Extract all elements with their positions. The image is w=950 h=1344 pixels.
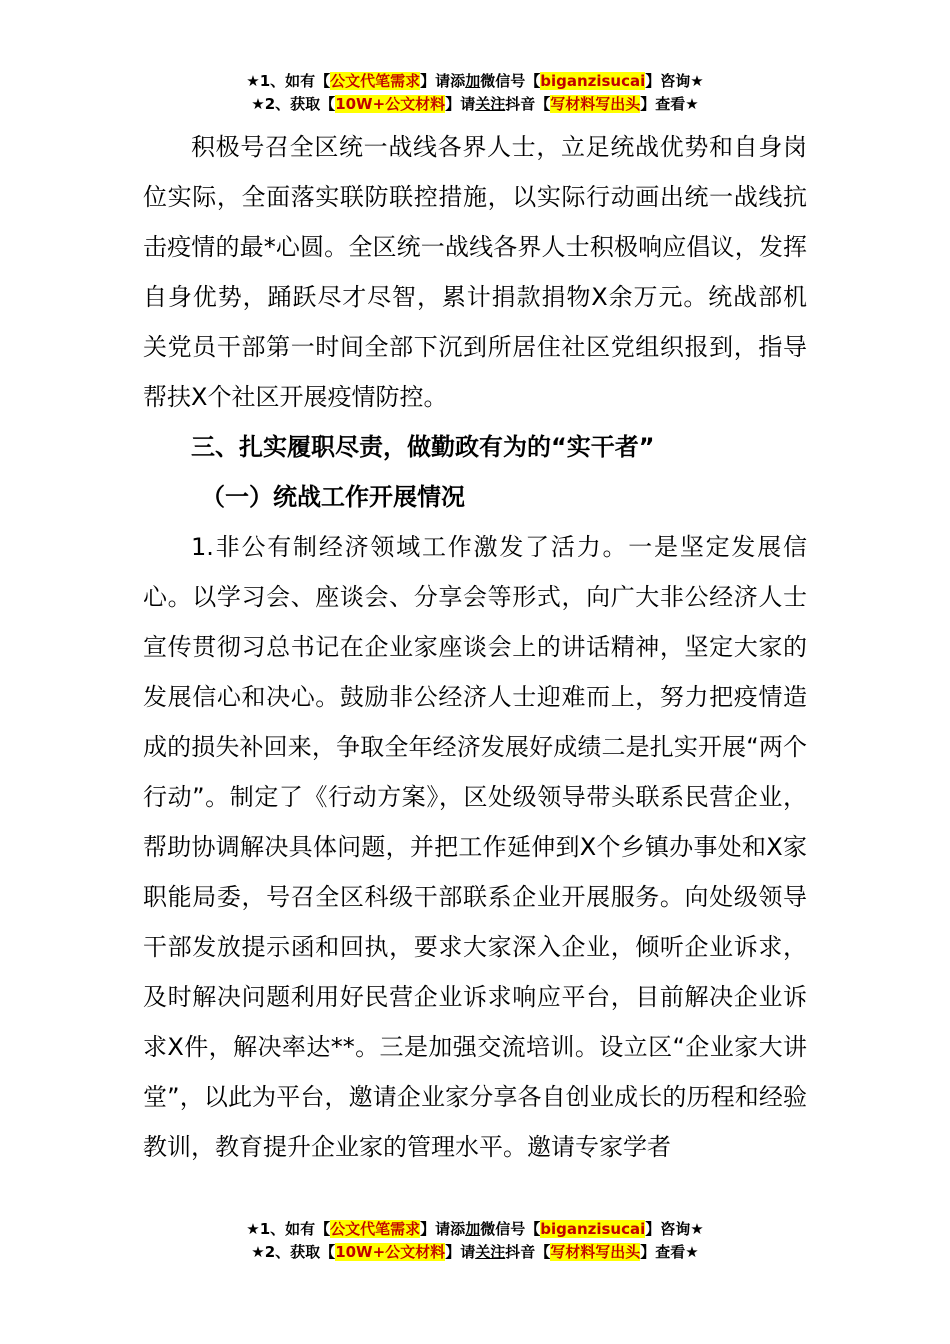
section-heading-3: 三、扎实履职尽责，做勤政有为的“实干者”: [191, 433, 655, 461]
promo-line-1: ★1、如有【公文代笔需求】请添加微信号【biganzisucai】咨询★: [246, 72, 704, 90]
header-promo-banner: [0, 70, 950, 116]
footer-promo-banner: [0, 1218, 950, 1264]
highlight-wechat-id: biganzisucai: [540, 1220, 646, 1238]
highlight-service: 公文代笔需求: [330, 1220, 421, 1238]
highlight-wechat-id: biganzisucai: [540, 72, 646, 90]
promo-line-2: ★2、获取【10W+公文材料】请关注抖音【写材料写出头】查看★: [251, 95, 699, 113]
document-body: [143, 122, 807, 1172]
promo-line-2: ★2、获取【10W+公文材料】请关注抖音【写材料写出头】查看★: [251, 1243, 699, 1261]
paragraph-epidemic-response: 积极号召全区统一战线各界人士，立足统战优势和自身岗位实际，全面落实联防联控措施，以实际行动画出统一战线抗击疫情的最*心圆。全区统一战线各界人士积极响应倡议，发挥自身优势，踊跃尽才尽智，累计捐款捐物X余万元。统战部机关党员干部第一时间全部下沉到所居住社区党组织报到，指导帮扶X个社区开展疫情防控。: [143, 133, 807, 411]
subsection-heading-1: （一）统战工作开展情况: [201, 483, 465, 511]
promo-line-1: ★1、如有【公文代笔需求】请添加微信号【biganzisucai】咨询★: [246, 1220, 704, 1238]
paragraph-non-public-economy: 1.非公有制经济领域工作激发了活力。一是坚定发展信心。以学习会、座谈会、分享会等形式，向广大非公经济人士宣传贯彻习总书记在企业家座谈会上的讲话精神，坚定大家的发展信心和决心。鼓励非公经济人士迎难而上，努力把疫情造成的损失补回来，争取全年经济发展好成绩二是扎实开展“两个行动”。制定了《行动方案》，区处级领导带头联系民营企业，帮助协调解决具体问题，并把工作延伸到X个乡镇办事处和X家职能局委，号召全区科级干部联系企业开展服务。向处级领导干部发放提示函和回执，要求大家深入企业，倾听企业诉求，及时解决问题利用好民营企业诉求响应平台，目前解决企业诉求X件，解决率达**。三是加强交流培训。设立区“企业家大讲堂”，以此为平台，邀请企业家分享各自创业成长的历程和经验教训，教育提升企业家的管理水平。邀请专家学者: [143, 533, 807, 1161]
highlight-service: 公文代笔需求: [330, 72, 421, 90]
highlight-douyin-account: 写材料写出头: [550, 1243, 641, 1261]
highlight-materials: 10W+公文材料: [335, 95, 446, 113]
highlight-douyin-account: 写材料写出头: [550, 95, 641, 113]
highlight-materials: 10W+公文材料: [335, 1243, 446, 1261]
